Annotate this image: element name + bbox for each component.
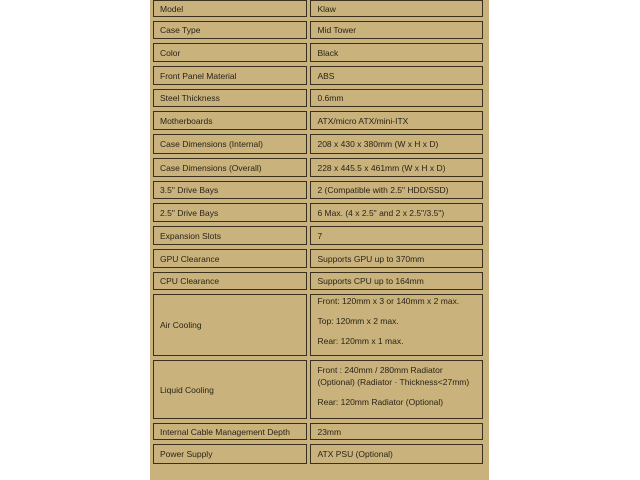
- spec-row: [153, 226, 483, 245]
- spec-label: Case Dimensions (Internal): [153, 134, 307, 154]
- spec-value: [310, 111, 483, 130]
- spec-value-line: 23mm: [317, 426, 342, 437]
- spec-row: [153, 21, 483, 39]
- spec-value: [310, 0, 483, 17]
- spec-value-line: 228 x 445.5 x 461mm (W x H x D): [317, 162, 446, 173]
- spec-value-line: 2 (Compatible with 2.5" HDD/SSD): [317, 185, 449, 195]
- spec-label: Expansion Slots: [153, 226, 307, 245]
- spec-label: 2.5" Drive Bays: [153, 203, 307, 222]
- spec-value: [310, 444, 483, 464]
- spec-value: [310, 66, 483, 85]
- spec-value: [310, 272, 483, 290]
- spec-row: [153, 0, 483, 17]
- spec-value: [310, 181, 483, 199]
- spec-label: Color: [153, 43, 307, 62]
- spec-value: [310, 360, 483, 419]
- spec-label: Front Panel Material: [153, 66, 307, 85]
- spec-row: [153, 66, 483, 85]
- spec-value: [310, 226, 483, 245]
- spec-value-line: 0.6mm: [317, 93, 344, 103]
- spec-value: [310, 249, 483, 268]
- spec-label: Motherboards: [153, 111, 307, 130]
- spec-value: [310, 158, 483, 177]
- spec-row: [153, 423, 483, 440]
- spec-label: CPU Clearance: [153, 272, 307, 290]
- spec-value-line: Klaw: [317, 3, 336, 14]
- spec-value-line: ABS: [317, 70, 335, 81]
- spec-row: [153, 294, 483, 356]
- spec-row: [153, 43, 483, 62]
- spec-value: [310, 89, 483, 107]
- spec-value-line: Rear: 120mm x 1 max.: [317, 336, 404, 346]
- spec-value-line: Mid Tower: [317, 25, 357, 35]
- spec-label: Internal Cable Management Depth: [153, 423, 307, 440]
- spec-row: [153, 249, 483, 268]
- spec-value-line: 6 Max. (4 x 2.5" and 2 x 2.5"/3.5"): [317, 207, 445, 218]
- spec-label: Case Dimensions (Overall): [153, 158, 307, 177]
- spec-value-line: 7: [317, 230, 323, 241]
- spec-value: [310, 43, 483, 62]
- spec-value: [310, 203, 483, 222]
- spec-value: [310, 21, 483, 39]
- spec-value-line: Rear: 120mm Radiator (Optional): [317, 396, 444, 407]
- spec-row: [153, 158, 483, 177]
- spec-row: [153, 134, 483, 154]
- spec-value-line: 208 x 430 x 380mm (W x H x D): [317, 139, 439, 149]
- spec-label: Case Type: [153, 21, 307, 39]
- spec-row: [153, 181, 483, 199]
- spec-row: [153, 111, 483, 130]
- spec-value-line: ATX PSU (Optional): [317, 449, 393, 459]
- spec-label: Steel Thickness: [153, 89, 307, 107]
- spec-row: [153, 360, 483, 419]
- spec-label: 3.5" Drive Bays: [153, 181, 307, 199]
- spec-value-line: Supports GPU up to 370mm: [317, 253, 425, 264]
- spec-label: Liquid Cooling: [153, 360, 307, 419]
- spec-table: [153, 0, 483, 468]
- spec-label: Air Cooling: [153, 294, 307, 356]
- spec-value: [310, 294, 483, 356]
- spec-value-line: Supports CPU up to 164mm: [317, 276, 424, 286]
- spec-value-line: Black: [317, 47, 339, 58]
- spec-row: [153, 272, 483, 290]
- spec-sheet: [150, 0, 489, 480]
- spec-row: [153, 203, 483, 222]
- spec-value-line: ATX/micro ATX/mini-ITX: [317, 115, 409, 126]
- spec-value: [310, 134, 483, 154]
- spec-value-line: Front : 240mm / 280mm Radiator (Optional) (Radiator · Thickness<27mm): [317, 364, 470, 387]
- spec-row: [153, 444, 483, 464]
- spec-value-line: Top: 120mm x 2 max.: [317, 316, 399, 326]
- spec-value-line: Front: 120mm x 3 or 140mm x 2 max.: [317, 296, 460, 306]
- spec-label: Model: [153, 0, 307, 17]
- spec-value: [310, 423, 483, 440]
- spec-row: [153, 89, 483, 107]
- spec-label: GPU Clearance: [153, 249, 307, 268]
- spec-label: Power Supply: [153, 444, 307, 464]
